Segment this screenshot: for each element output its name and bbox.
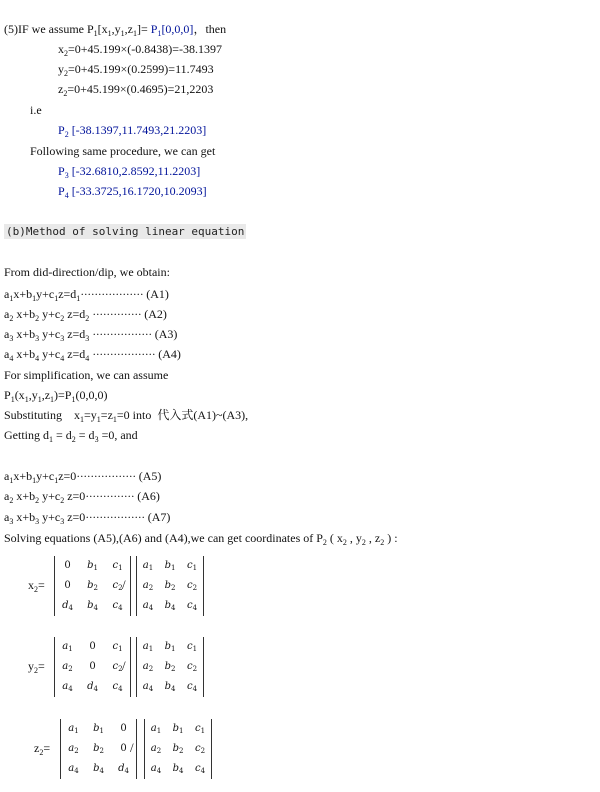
step5-intro: (5)IF we assume $P_1[x_1,y_1,z_1]= P_1[0,0,0]$，then xyxy=(4,22,227,38)
z2-numerator-matrix: $a_1$ $b_1$ 0 $a_2$ $b_2$ 0 $a_4$ $b_4$ $d_4$ xyxy=(60,719,137,779)
x2-denominator-matrix: $a_1$ $b_1$ $c_1$ $a_2$ $b_2$ $c_2$ $a_4$ $b_4$ $c_4$ xyxy=(136,556,204,616)
assume-p1: $P_1(x_1,y_1,z_1)=P_1(0,0,0)$ xyxy=(4,388,108,404)
eq-a7: $a_3$ $x+b_3$ $y+c_3$ z=0················· (A7) xyxy=(4,510,171,526)
x2-numerator-matrix: 0 $b_1$ $c_1$ 0 $b_2$ $c_2$ $d_4$ $b_4$ $c_4$ xyxy=(54,556,131,616)
eq-a1: $a_1x+b_1y+c_1z=d_1\cdot\cdot\cdot\cdot\cdot\cdot\cdot\cdot\cdot\cdot\cdot\cdot\cdot\cdot\cdot\cdot\cdot\cdot (A1)$ xyxy=(4,287,169,303)
y2-denominator-matrix: $a_1$ $b_1$ $c_1$ $a_2$ $b_2$ $c_2$ $a_4$ $b_4$ $c_4$ xyxy=(136,637,204,697)
x2-det-label: $x_2=$ xyxy=(28,578,45,594)
simplification-text: For simplification, we can assume xyxy=(4,368,169,382)
eq-a6: $a_2$ $x+b_2$ $y+c_2$ z=0·············· (A6) xyxy=(4,489,160,505)
eq-a4: $a_4$ $x+b_4$ $y+c_4$ $z=d_4$ ·················· (A4) xyxy=(4,347,181,363)
p3-result: $P_3$ [-32.6810,2.8592,11.2203] xyxy=(58,164,201,180)
section-b-heading: (b)Method of solving linear equation xyxy=(6,225,245,238)
z2-divide: / xyxy=(130,740,134,755)
eq-a5: $a_1x+b_1y+c_1z=0\cdot\cdot\cdot\cdot\cdot\cdot\cdot\cdot\cdot\cdot\cdot\cdot\cdot\cdot\cdot\cdot\cdot (A5)$ xyxy=(4,469,162,485)
solving-text: Solving equations (A5),(A6) and (A4),we can get coordinates of $P_2$ ( $x_2$ , $y_2$ , $z_2$ ) : xyxy=(4,531,398,547)
y2-divide: / xyxy=(122,658,126,673)
x2-divide: / xyxy=(122,577,126,592)
eq-a2: $a_2$ $x+b_2$ $y+c_2$ $z=d_2$ ·············· (A2) xyxy=(4,307,167,323)
y2-line: $y_2=0+45.199\times(0.2599)=11.7493$ xyxy=(58,62,214,78)
z2-denominator-matrix: $a_1$ $b_1$ $c_1$ $a_2$ $b_2$ $c_2$ $a_4$ $b_4$ $c_4$ xyxy=(144,719,212,779)
p2-result: $P_2$ [-38.1397,11.7493,21.2203] xyxy=(58,123,207,139)
x2-line: $x_2=0+45.199\times(-0.8438)=-38.1397$ xyxy=(58,42,223,58)
following-text: Following same procedure, we can get xyxy=(30,144,216,158)
y2-det-label: $y_2=$ xyxy=(28,659,45,675)
eq-a3: $a_3$ $x+b_3$ $y+c_3$ $z=d_3$ ················· (A3) xyxy=(4,327,178,343)
substituting-text: Substituting $x_1=y_1=z_1=0$ into 代入式(A1)~(A3), xyxy=(4,408,249,424)
z2-det-label: $z_2=$ xyxy=(34,741,51,757)
y2-numerator-matrix: $a_1$ 0 $c_1$ $a_2$ 0 $c_2$ $a_4$ $d_4$ $c_4$ xyxy=(54,637,131,697)
p1-origin: $P_1[0,0,0]$ xyxy=(150,22,194,38)
z2-line: $z_2=0+45.199\times(0.4695)=21,2203$ xyxy=(58,82,214,98)
p4-result: $P_4$ [-33.3725,16.1720,10.2093] xyxy=(58,184,207,200)
getting-text: Getting $d_1 = d_2 = d_3 =0$, and xyxy=(4,428,138,444)
from-text: From did-direction/dip, we obtain: xyxy=(4,265,170,279)
ie-label: i.e xyxy=(30,103,42,117)
